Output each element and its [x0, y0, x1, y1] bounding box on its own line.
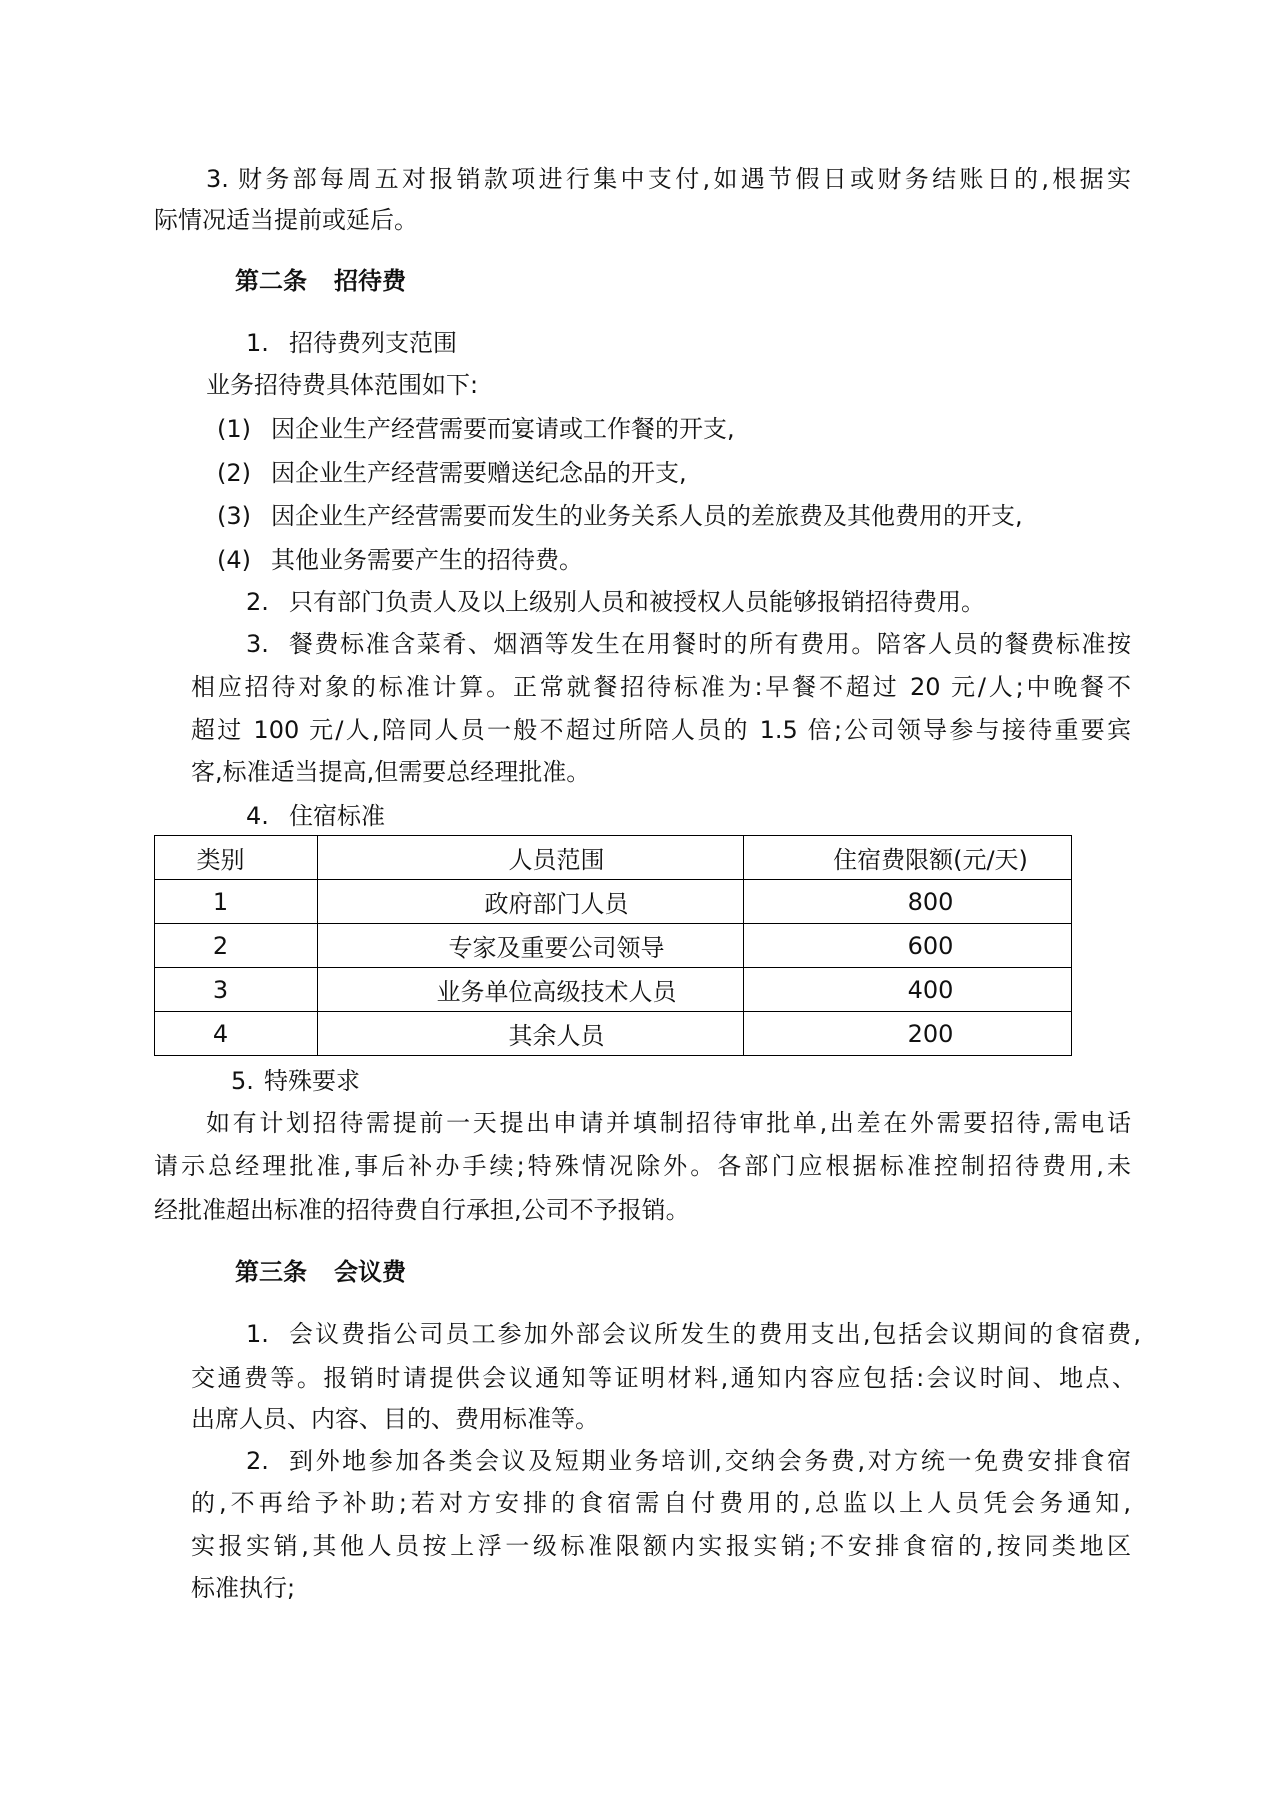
table-cell: 专家及重要公司领导 — [318, 924, 744, 968]
paragraph-line: 超过 100 元/人,陪同人员一般不超过所陪人员的 1.5 倍;公司领导参与接待重要宾 — [191, 716, 1131, 744]
item-number: 2. — [246, 588, 269, 616]
paragraph-line: 请示总经理批准,事后补办手续;特殊情况除外。各部门应根据标准控制招待费用,未 — [154, 1152, 1131, 1180]
item-text: 只有部门负责人及以上级别人员和被授权人员能够报销招待费用。 — [289, 588, 985, 616]
article-title: 招待费 — [334, 267, 406, 295]
table-cell: 3 — [155, 968, 318, 1012]
list-item: 因企业生产经营需要赠送纪念品的开支, — [271, 459, 687, 487]
paragraph-line: 客,标准适当提高,但需要总经理批准。 — [191, 758, 591, 786]
item-heading: 招待费列支范围 — [289, 329, 457, 357]
table-cell: 200 — [744, 1012, 1072, 1056]
paragraph-line: 实报实销,其他人员按上浮一级标准限额内实报实销;不安排食宿的,按同类地区 — [191, 1532, 1131, 1560]
item-number: 3. — [246, 630, 269, 658]
item-heading: 住宿标准 — [289, 802, 385, 830]
list-item-label: (3) — [217, 502, 251, 530]
paragraph-line: 相应招待对象的标准计算。正常就餐招待标准为:早餐不超过 20 元/人;中晚餐不 — [191, 673, 1131, 701]
paragraph-line: 餐费标准含菜肴、烟酒等发生在用餐时的所有费用。陪客人员的餐费标准按 — [289, 630, 1131, 658]
scope-intro: 业务招待费具体范围如下: — [206, 371, 479, 399]
paragraph-line: 标准执行; — [191, 1574, 296, 1602]
paragraph-line: 到外地参加各类会议及短期业务培训,交纳会务费,对方统一免费安排食宿 — [289, 1447, 1131, 1475]
item-number: 5. — [231, 1067, 254, 1095]
table-cell: 400 — [744, 968, 1072, 1012]
paragraph-line: 财务部每周五对报销款项进行集中支付,如遇节假日或财务结账日的,根据实 — [238, 165, 1131, 193]
item-number: 4. — [246, 802, 269, 830]
article-number: 第三条 — [235, 1258, 307, 1286]
list-item: 因企业生产经营需要而宴请或工作餐的开支, — [271, 415, 735, 443]
paragraph-line: 会议费指公司员工参加外部会议所发生的费用支出,包括会议期间的食宿费, — [289, 1320, 1141, 1348]
paragraph-line: 际情况适当提前或延后。 — [154, 206, 418, 234]
item-number: 1. — [246, 1320, 269, 1348]
table-header-cell: 住宿费限额(元/天) — [744, 836, 1072, 880]
paragraph-line: 的,不再给予补助;若对方安排的食宿需自付费用的,总监以上人员凭会务通知, — [191, 1489, 1131, 1517]
list-item-label: (2) — [217, 459, 251, 487]
table-cell: 800 — [744, 880, 1072, 924]
list-item: 其他业务需要产生的招待费。 — [271, 546, 583, 574]
item-number: 3. — [206, 165, 229, 193]
table-cell: 1 — [155, 880, 318, 924]
paragraph-line: 交通费等。报销时请提供会议通知等证明材料,通知内容应包括:会议时间、地点、 — [191, 1364, 1136, 1392]
paragraph-line: 如有计划招待需提前一天提出申请并填制招待审批单,出差在外需要招待,需电话 — [206, 1109, 1131, 1137]
list-item: 因企业生产经营需要而发生的业务关系人员的差旅费及其他费用的开支, — [271, 502, 1023, 530]
list-item-label: (1) — [217, 415, 251, 443]
article-number: 第二条 — [235, 267, 307, 295]
paragraph-line: 经批准超出标准的招待费自行承担,公司不予报销。 — [154, 1196, 690, 1224]
table-cell: 业务单位高级技术人员 — [318, 968, 744, 1012]
table-cell: 4 — [155, 1012, 318, 1056]
table-header-cell: 人员范围 — [318, 836, 744, 880]
list-item-label: (4) — [217, 546, 251, 574]
article-title: 会议费 — [334, 1258, 406, 1286]
table-cell: 政府部门人员 — [318, 880, 744, 924]
item-number: 2. — [246, 1447, 269, 1475]
table-cell: 600 — [744, 924, 1072, 968]
table-cell: 其余人员 — [318, 1012, 744, 1056]
table-header-cell: 类别 — [155, 836, 318, 880]
item-heading: 特殊要求 — [264, 1067, 360, 1095]
paragraph-line: 出席人员、内容、目的、费用标准等。 — [191, 1405, 599, 1433]
item-number: 1. — [246, 329, 269, 357]
lodging-standard-table — [154, 835, 1072, 1056]
table-cell: 2 — [155, 924, 318, 968]
